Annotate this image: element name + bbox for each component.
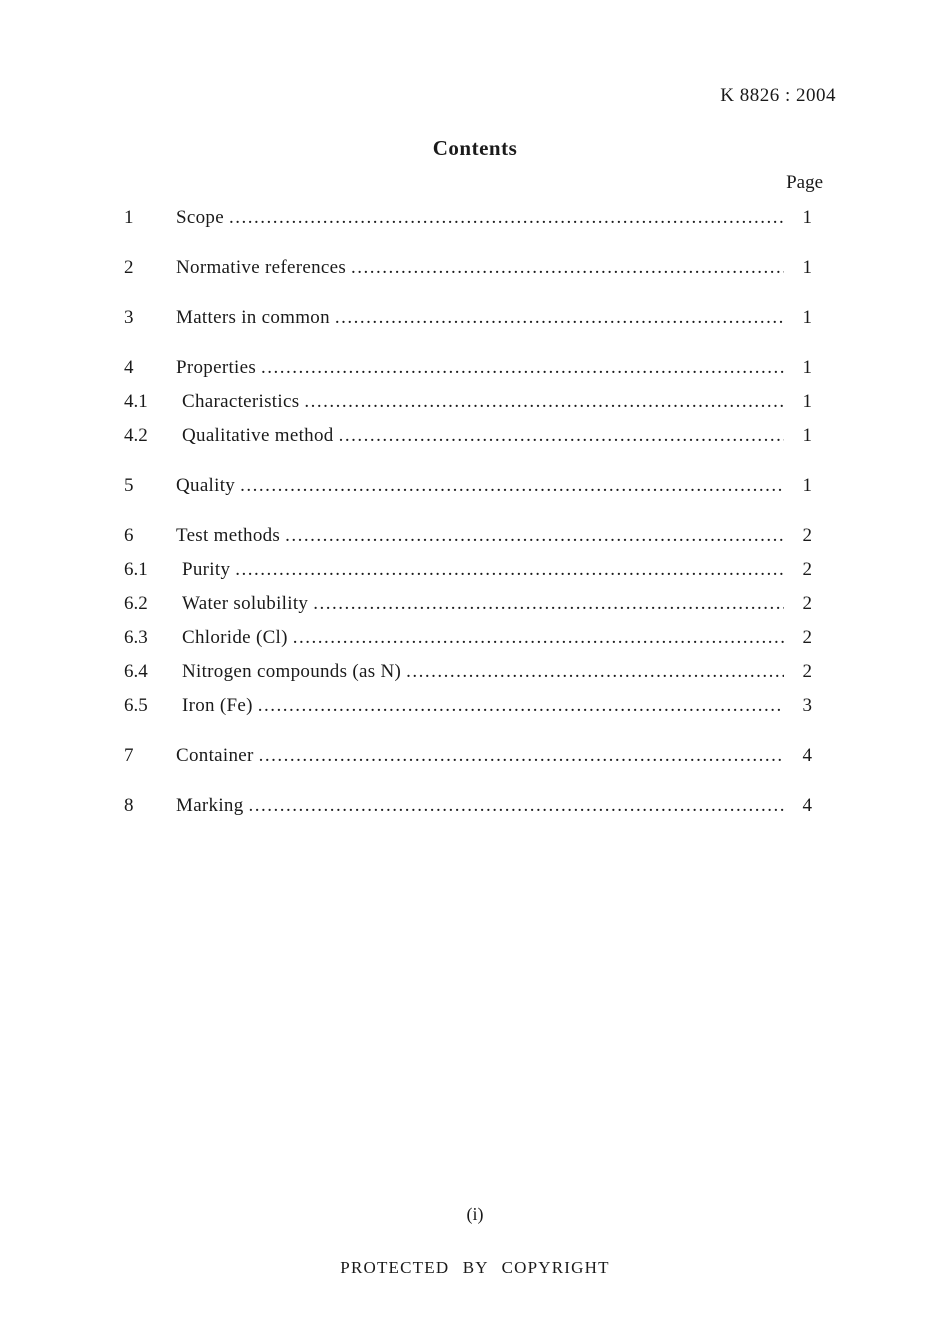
toc-entry [124,419,830,453]
toc-entry-title: Container [176,745,254,766]
toc-entry-title: Iron (Fe) [182,695,253,716]
toc-dot-leader [259,739,784,773]
toc-entry-page: 1 [802,257,812,278]
toc-entry [124,469,830,503]
toc-entry-page: 2 [802,661,812,682]
toc-dot-leader [406,655,784,689]
toc-entry-number: 4.1 [124,391,148,412]
toc-entry [124,655,830,689]
toc-entry-title: Water solubility [182,593,309,614]
toc-entry [124,385,830,419]
toc-entry-number: 5 [124,475,134,496]
toc-dot-leader [240,469,784,503]
toc-entry-title: Chloride (Cl) [182,627,288,648]
toc-list [124,201,830,823]
contents-heading: Contents [432,136,518,160]
toc-dot-leader [351,251,784,285]
toc-entry-page: 1 [802,425,812,446]
toc-entry-title: Marking [176,795,244,816]
toc-entry-number: 6 [124,525,134,546]
toc-entry-page: 2 [802,627,812,648]
toc-entry-title: Nitrogen compounds (as N) [182,661,402,682]
toc-dot-leader [249,789,784,823]
toc-entry-title: Scope [176,207,224,228]
toc-entry-number: 1 [124,207,134,228]
toc-entry [124,739,830,773]
toc-entry-number: 8 [124,795,134,816]
document-number: K 8826 : 2004 [720,85,836,106]
toc-entry [124,519,830,553]
page-column-label: Page [786,172,823,193]
toc-entry [124,251,830,285]
toc-entry-title: Quality [176,475,236,496]
toc-entry-title: Normative references [176,257,347,278]
toc-entry-page: 3 [802,695,812,716]
toc-dot-leader [261,351,784,385]
toc-entry [124,201,830,235]
toc-entry [124,789,830,823]
toc-entry-page: 1 [802,391,812,412]
toc-dot-leader [258,689,784,723]
toc-entry [124,553,830,587]
toc-dot-leader [335,301,784,335]
toc-entry-title: Properties [176,357,257,378]
toc-entry-title: Test methods [176,525,281,546]
toc-entry-number: 4 [124,357,134,378]
toc-entry-number: 6.3 [124,627,148,648]
toc-dot-leader [304,385,784,419]
toc-entry-page: 1 [802,357,812,378]
toc-dot-leader [293,621,784,655]
toc-dot-leader [313,587,784,621]
toc-entry [124,587,830,621]
toc-entry-page: 2 [802,525,812,546]
toc-dot-leader [339,419,784,453]
toc-entry-number: 4.2 [124,425,148,446]
toc-entry [124,351,830,385]
toc-entry-number: 7 [124,745,134,766]
toc-entry [124,621,830,655]
toc-entry-page: 1 [802,207,812,228]
toc-entry-number: 6.5 [124,695,148,716]
toc-entry [124,689,830,723]
toc-entry-title: Matters in common [176,307,330,328]
toc-entry-page: 2 [802,559,812,580]
toc-dot-leader [235,553,784,587]
toc-entry-number: 2 [124,257,134,278]
toc-entry-page: 1 [802,475,812,496]
toc-entry-page: 4 [802,745,812,766]
toc-entry-number: 6.4 [124,661,148,682]
toc-dot-leader [285,519,784,553]
toc-entry-page: 2 [802,593,812,614]
toc-entry-title: Characteristics [182,391,300,412]
toc-entry-title: Qualitative method [182,425,334,446]
toc-entry-number: 3 [124,307,134,328]
toc-entry-page: 4 [802,795,812,816]
toc-entry [124,301,830,335]
footer-page-indicator: (i) [466,1204,484,1224]
toc-entry-page: 1 [802,307,812,328]
copyright-notice: PROTECTED BY COPYRIGHT [340,1258,610,1277]
toc-entry-number: 6.1 [124,559,148,580]
toc-entry-number: 6.2 [124,593,148,614]
toc-dot-leader [229,201,784,235]
toc-entry-title: Purity [182,559,231,580]
